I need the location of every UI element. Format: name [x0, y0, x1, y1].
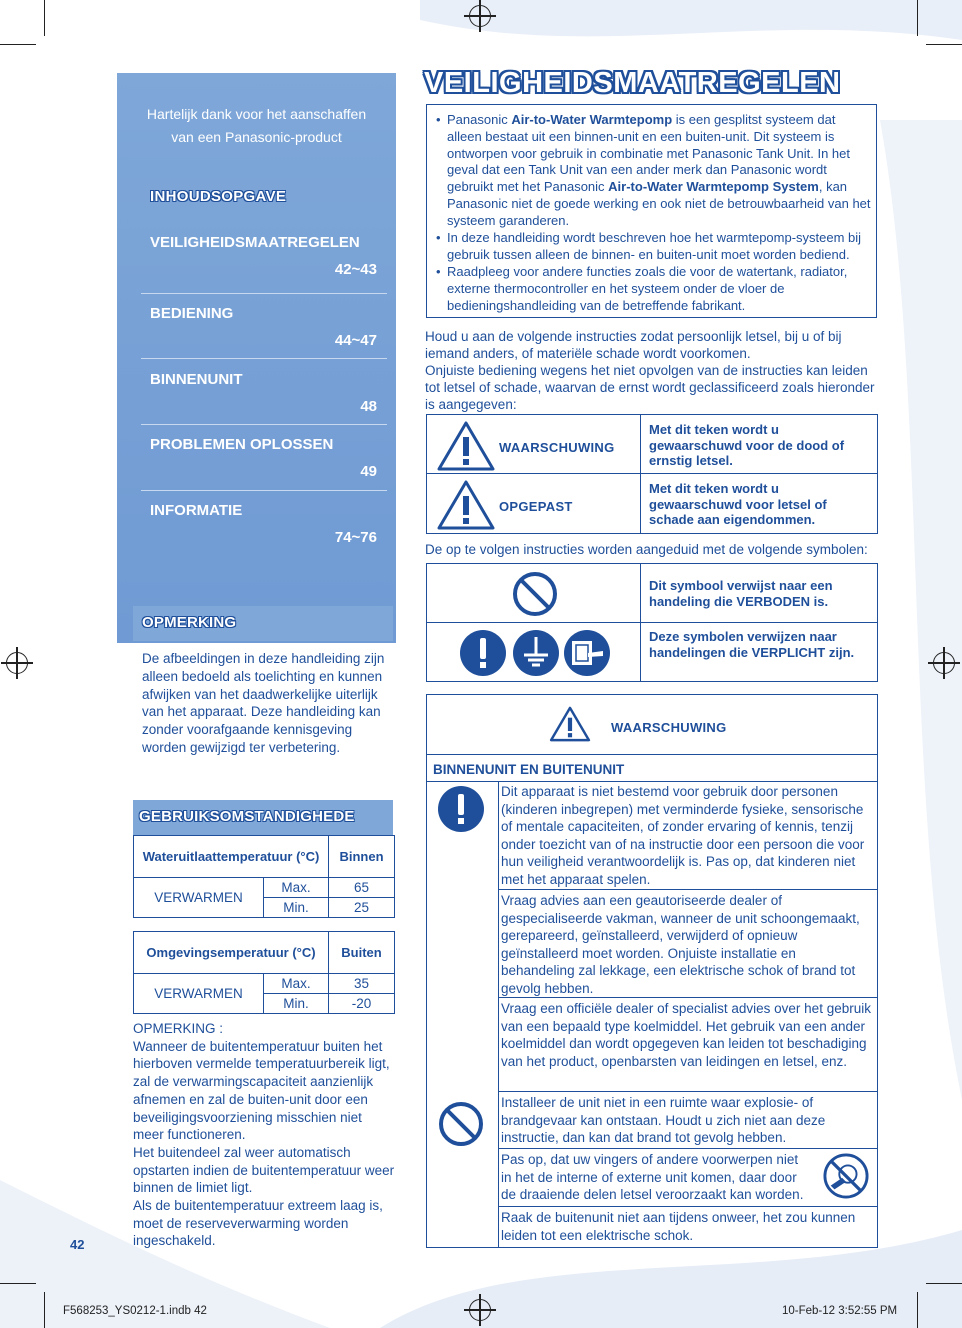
opmerking-text: Wanneer de buitentemperatuur buiten het hierboven vermelde temperatuurbereik ligt, zal de verwarmingscapaciteit aanzienlijk afnemen en zal de buiten-unit door een beveiligingsvoorziening misschien niet meer functioneren.: [133, 1038, 390, 1143]
warning-row: Vraag een officiële dealer of specialist advies over het gebruik van een bepaald type koelmiddel. Het gebruik van een ander koelmiddel dan wordt opgegeven kan leiden tot beschadiging van het product, openbarsten van leidingen en letsel, enz.: [499, 997, 877, 1091]
warning-row: Raak de buitenunit niet aan tijdens onweer, het zou kunnen leiden tot een elektrische schok.: [499, 1206, 877, 1247]
mandatory-exclamation-icon: [459, 629, 507, 677]
text: Panasonic: [447, 112, 512, 127]
water-temperature-table: [133, 835, 395, 918]
caution-triangle-icon: [436, 479, 496, 531]
table-cell: Max.: [264, 878, 329, 898]
mandatory-symbol-row: [426, 622, 878, 682]
paragraph: Houd u aan de volgende instructies zodat persoonlijk letsel, bij u of bij iemand anders, of materiële schade wordt voorkomen.: [425, 329, 842, 361]
toc-item-veiligheid[interactable]: [141, 234, 387, 278]
opmerking-text: Als de buitentemperatuur extreem laag is, moet de reserveverwarming worden ingeschakeld.: [133, 1198, 383, 1249]
crop-mark: [926, 1283, 962, 1284]
table-header: Buiten: [329, 932, 395, 974]
crop-mark: [917, 1292, 918, 1328]
table-cell: Min.: [264, 898, 329, 918]
registration-mark-icon: [6, 652, 28, 674]
table-cell: Min.: [264, 994, 329, 1014]
warning-triangle-icon: [436, 420, 496, 472]
forbidden-description: Dit symbool verwijst naar een handeling die VERBODEN is.: [649, 578, 833, 609]
bullet-item: [436, 112, 871, 230]
no-fingers-fan-icon: [823, 1153, 869, 1199]
divider: [640, 623, 641, 681]
toc-heading: INHOUDSOPGAVE: [150, 188, 287, 205]
registration-mark-icon: [469, 1299, 491, 1321]
note-text: De afbeeldingen in deze handleiding zijn alleen bedoeld als toelichting en kunnen afwijken van het daadwerkelijke uiterlijk van het apparaat. Deze handleiding kan zonder voorafgaande kennisgeving worden gewijzigd ter verbetering.: [142, 651, 385, 755]
toc-pages: 48: [360, 398, 377, 415]
text-bold: Air-to-Water Warmtepomp: [511, 112, 673, 127]
print-date-info: 10-Feb-12 3:52:55 PM: [782, 1305, 898, 1317]
prohibited-icon: [511, 570, 559, 618]
crop-mark: [44, 0, 45, 36]
usage-heading: GEBRUIKSOMSTANDIGHEDE: [139, 808, 355, 825]
table-cell: VERWARMEN: [134, 878, 264, 918]
table-cell: 65: [329, 878, 395, 898]
divider: [427, 754, 877, 755]
crop-mark: [0, 1283, 36, 1284]
toc-pages: 44~47: [334, 332, 377, 349]
crop-mark: [917, 0, 918, 36]
toc-item-binnenunit[interactable]: [141, 371, 387, 415]
forbidden-symbol-row: [426, 563, 878, 623]
divider: [640, 415, 641, 473]
table-cell: -20: [329, 994, 395, 1014]
toc-pages: 42~43: [334, 261, 377, 278]
registration-mark-icon: [933, 652, 955, 674]
crop-mark: [926, 44, 962, 45]
text-bold: Air-to-Water Warmtepomp System: [608, 179, 819, 195]
table-cell: Max.: [264, 974, 329, 994]
toc-label: INFORMATIE: [150, 502, 243, 519]
mandatory-description: Deze symbolen verwijzen naar handelingen die VERPLICHT zijn.: [649, 629, 855, 660]
warning-header-label: WAARSCHUWING: [611, 720, 727, 735]
crop-mark: [44, 1292, 45, 1328]
unplug-icon: [563, 629, 611, 677]
section-label: BINNENUNIT EN BUITENUNIT: [433, 762, 625, 777]
toc-panel: [117, 73, 396, 643]
print-file-info: F568253_YS0212-1.indb 42: [63, 1305, 207, 1317]
bullet-item: • In deze handleiding wordt beschreven hoe het warmtepomp-systeem bij gebruik tussen alleen de binnen- en buiten-unit moet worden bediend.: [436, 230, 871, 264]
thanks-line: Hartelijk dank voor het aanschaffen: [146, 106, 367, 122]
toc-pages: 74~76: [334, 529, 377, 546]
toc-item-informatie[interactable]: [141, 502, 387, 546]
warning-row: Vraag advies aan een geautoriseerde dealer of gespecialiseerde vakman, wanneer de unit schoongemaakt, gerepareerd, geïnstalleerd, verwijderd of opnieuw geïnstalleerd moet worden. Onjuiste installatie en behandeling zal lekkage, een elektrische schok of brand tot gevolg hebben.: [499, 889, 877, 997]
caution-legend-row: [426, 473, 878, 534]
table-header: Omgevingsemperatuur (°C): [134, 932, 329, 974]
prohibited-icon: [437, 1100, 485, 1148]
opmerking-text: Het buitendeel zal weer automatisch opstarten indien de buitentemperatuur weer binnen de limiet ligt.: [133, 1144, 395, 1196]
text: , kan Panasonic niet de goede werking en ook niet de betrouwbaarheid van het systeem garanderen.: [447, 179, 871, 228]
warning-legend-row: [426, 414, 878, 474]
usage-heading-bar: [133, 800, 393, 835]
warning-label: WAARSCHUWING: [499, 440, 615, 455]
toc-pages: 49: [360, 463, 377, 480]
warning-triangle-icon: [549, 703, 591, 745]
divider: [640, 474, 641, 533]
intro-paragraph: [425, 328, 880, 413]
symbols-intro: De op te volgen instructies worden aangeduid met de volgende symbolen:: [425, 542, 868, 557]
divider: [141, 293, 387, 294]
toc-item-problemen[interactable]: [141, 436, 387, 480]
text: is een gesplitst systeem dat alleen bestaat uit een binnen-unit en een buiten-unit. Dit systeem is ontworpen voor gebruik in combinatie met Panasonic Tank Unit. In het geval dat een Tank Unit van een ander merk dan Panasonic wordt gebruikt met het Panasonic: [447, 112, 850, 195]
warning-row: Dit apparaat is niet bestemd voor gebruik door personen (kinderen inbegrepen) met verminderde fysieke, sensorische of mentale capaciteiten, of zonder ervaring of kennis, tenzij onder toezicht van of na instructie door een persoon die voor hun veiligheid verantwoordelijk is. Pas op, dat kinderen niet met het apparaat spelen.: [501, 784, 865, 887]
mandatory-exclamation-icon: [437, 785, 485, 833]
page-title: VEILIGHEIDSMAATREGELEN: [424, 67, 841, 99]
opmerking-note: [133, 1020, 395, 1250]
thanks-text: [117, 103, 396, 149]
crop-mark: [0, 44, 36, 45]
toc-label: BINNENUNIT: [150, 371, 243, 388]
note-heading: OPMERKING: [142, 614, 237, 631]
warning-description: Met dit teken wordt u gewaarschuwd voor de dood of ernstig letsel.: [649, 422, 845, 468]
ground-connection-icon: [512, 629, 560, 677]
page-number: 42: [70, 1237, 85, 1252]
toc-item-bediening[interactable]: [141, 305, 387, 349]
divider: [141, 490, 387, 491]
toc-label: BEDIENING: [150, 305, 234, 322]
intro-box: [426, 104, 877, 318]
warning-row: Installeer de unit niet in een ruimte waar explosie- of brandgevaar kan ontstaan. Houdt u zich niet aan deze instructie, dan kan dat brand tot gevolg hebben.: [499, 1091, 877, 1148]
divider: [640, 564, 641, 622]
caution-label: OPGEPAST: [499, 499, 573, 514]
caution-description: Met dit teken wordt u gewaarschuwd voor letsel of schade aan eigendommen.: [649, 481, 827, 527]
thanks-line: van een Panasonic-product: [171, 129, 342, 145]
warning-row: Pas op, dat uw vingers of andere voorwerpen niet in het de interne of externe unit komen, daar door de draaiende delen letsel veroorzaakt kan worden.: [499, 1148, 877, 1206]
warning-box: [426, 694, 878, 1248]
registration-mark-icon: [469, 5, 491, 27]
opmerking-title: OPMERKING :: [133, 1021, 224, 1036]
table-header: Binnen: [329, 836, 395, 878]
table-header: Wateruitlaattemperatuur (°C): [134, 836, 329, 878]
note-heading-bar: [133, 606, 393, 641]
ambient-temperature-table: [133, 931, 395, 1014]
toc-label: PROBLEMEN OPLOSSEN: [150, 436, 334, 453]
bullet-item: • Raadpleeg voor andere functies zoals die voor de watertank, radiator, externe thermocontroller en het systeem onder de vloer de bedieningshandleiding van de betreffende fabrikant.: [436, 264, 871, 314]
table-cell: VERWARMEN: [134, 974, 264, 1014]
paragraph: Onjuiste bediening wegens het niet opvolgen van de instructies kan leiden tot letsel of schade, waarvan de ernst wordt geclassificeerd zoals hieronder is aangegeven:: [425, 363, 875, 412]
divider: [141, 424, 387, 425]
table-cell: 35: [329, 974, 395, 994]
divider: [141, 358, 387, 359]
toc-label: VEILIGHEIDSMAATREGELEN: [150, 234, 360, 251]
table-cell: 25: [329, 898, 395, 918]
